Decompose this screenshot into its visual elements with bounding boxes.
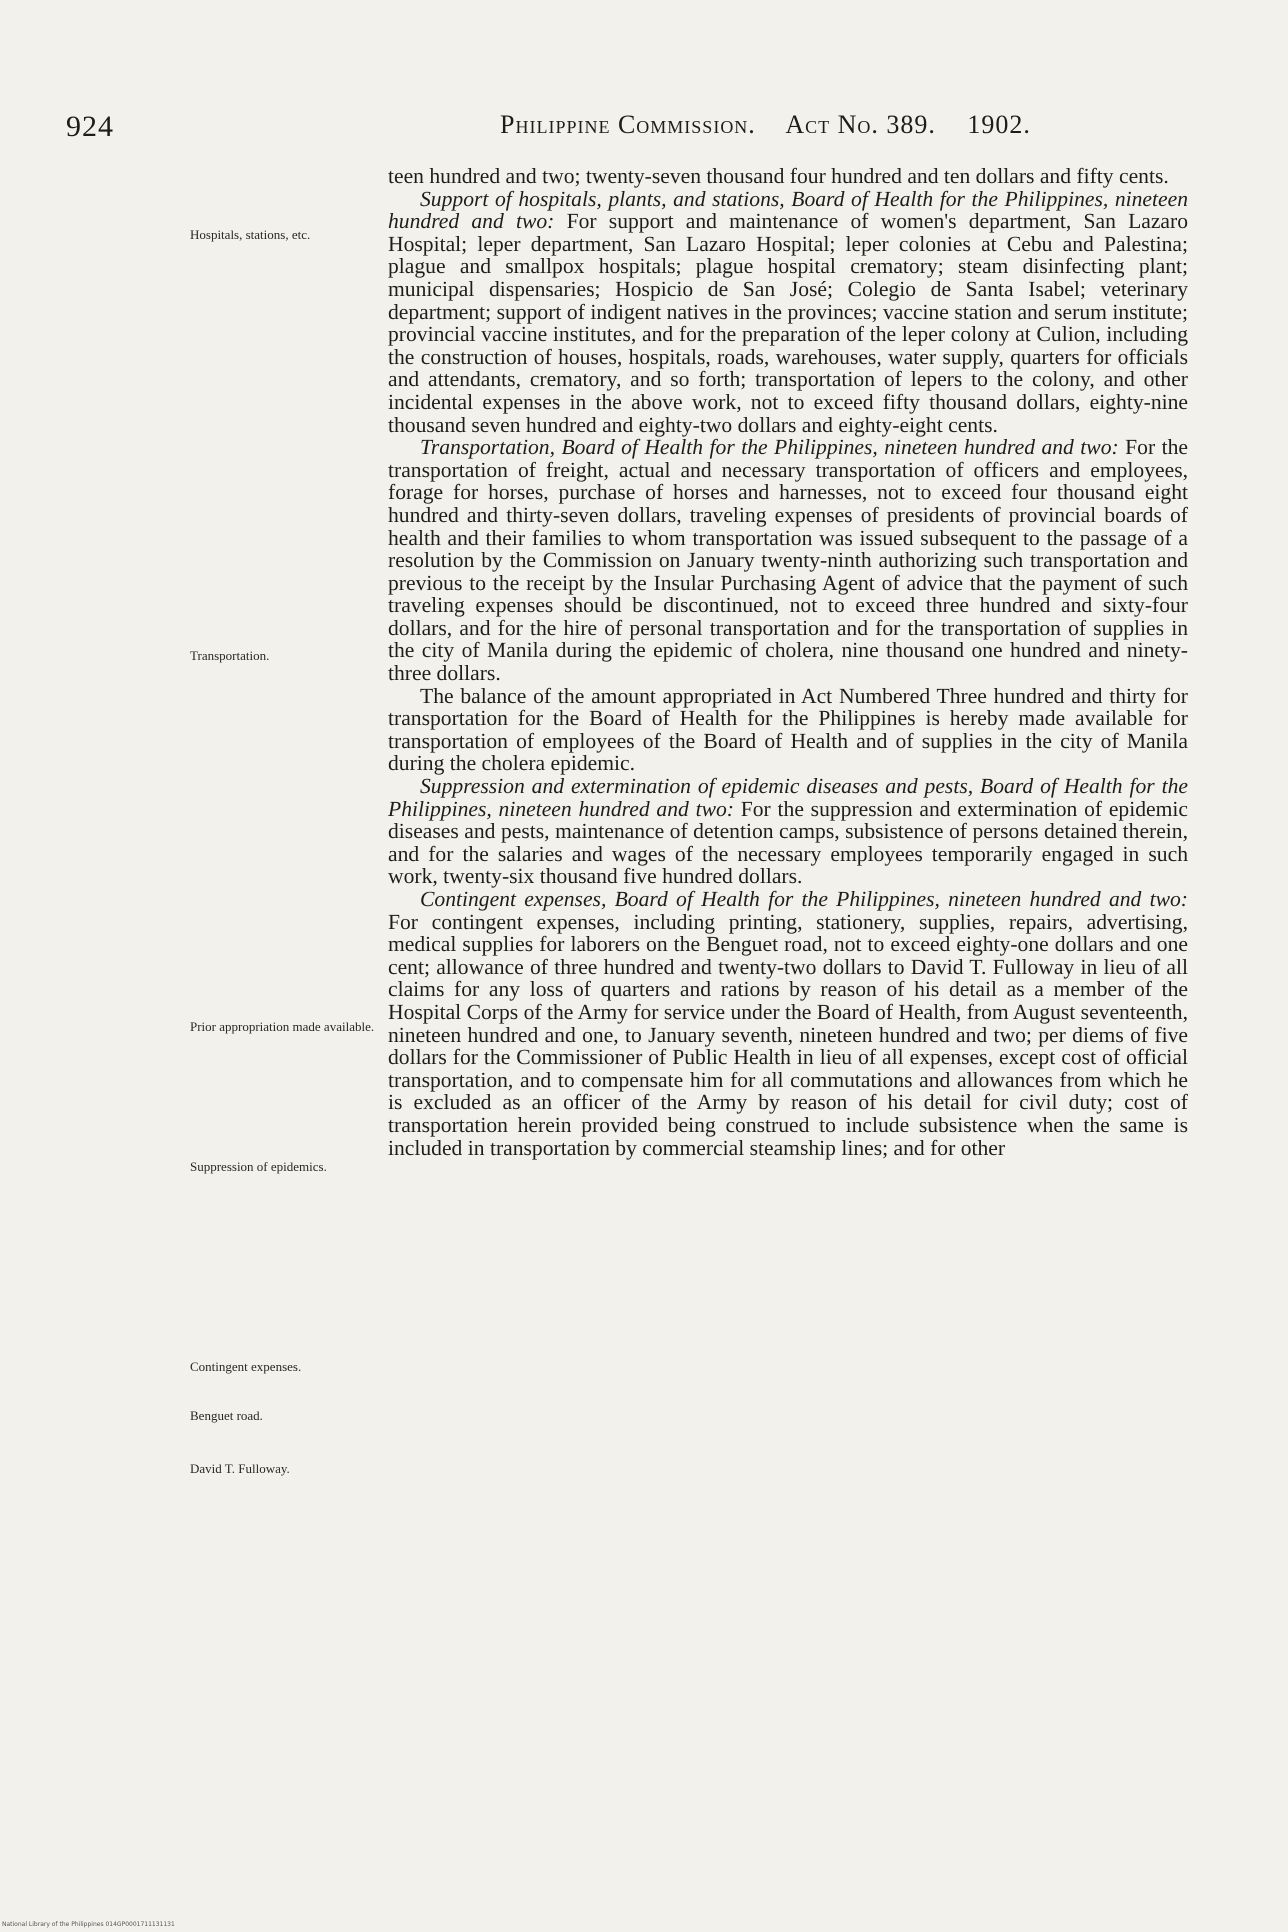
margin-note-suppression: Suppression of epidemics. bbox=[190, 1159, 327, 1174]
paragraph bbox=[388, 888, 1188, 1159]
paragraph-text: For support and maintenance of women's department, San Lazaro Hospital; leper department, San Lazaro Hospital; leper colonies at Cebu and Palestina; plague and smallpox hospitals; plague hospital crematory; steam disinfecting plant; municipal dispensaries; Hospicio de San José; Colegio de Santa Isabel; veterinary department; support of indigent natives in the provinces; vaccine station and serum institute; provincial vaccine institutes, and for the preparation of the leper colony at Culion, including the construction of houses, hospitals, roads, warehouses, water supply, quarters for officials and attendants, crematory, and so forth; transportation of lepers to the colony, and other incidental expenses in the above work, not to exceed fifty thousand dollars, eighty-nine thousand seven hundred and eighty-two dollars and eighty-eight cents. bbox=[388, 209, 1188, 437]
footer-credit: National Library of the Philippines 014GP0001711131131 bbox=[2, 1921, 175, 1928]
paragraph-text: For the transportation of freight, actual and necessary transportation of officers and employees, forage for horses, purchase of horses and harnesses, not to exceed four thousand eight hundred and thirty-seven dollars, traveling expenses of presidents of provincial boards of health and their families to whom transportation was issued subsequent to the passage of a resolution by the Commission on January twenty-ninth authorizing such transportation and previous to the receipt by the Insular Purchasing Agent of advice that the payment of such traveling expenses should be discontinued, not to exceed three hundred and sixty-four dollars, and for the hire of personal transportation and for the transportation of supplies in the city of Manila during the epidemic of cholera, nine thousand one hundred and ninety-three dollars. bbox=[388, 435, 1188, 686]
paragraph-text: The balance of the amount appropriated in Act Numbered Three hundred and thirty for transportation for the Board of Health for the Philippines is hereby made available for transportation of employees of the Board of Health and of supplies in the city of Manila during the cholera epidemic. bbox=[388, 683, 1188, 776]
paragraph bbox=[388, 188, 1188, 437]
paragraph bbox=[388, 775, 1188, 888]
paragraph-heading: Transportation, Board of Health for the Philippines, nineteen hundred and two: bbox=[420, 435, 1119, 460]
paragraph bbox=[388, 436, 1188, 685]
paragraph-text: For contingent expenses, including printing, stationery, supplies, repairs, advertising, medical supplies for laborers on the Benguet road, not to exceed eighty-one dollars and one cent; allowance of three hundred and twenty-two dollars to David T. Fulloway in lieu of all claims for any loss of quarters and rations by reason of his detail as a member of the Hospital Corps of the Army for service under the Board of Health, from August seventeenth, nineteen hundred and one, to January seventh, nineteen hundred and two; per diems of five dollars for the Commissioner of Public Health in lieu of all expenses, except cost of official transportation, and to compensate him for all commutations and allowances from which he is excluded as an officer of the Army by reason of his detail for civil duty; cost of transportation herein provided being construed to include subsistence when the same is included in transportation by commercial steamship lines; and for other bbox=[388, 909, 1188, 1160]
margin-note-hospitals: Hospitals, stations, etc. bbox=[190, 227, 311, 242]
paragraph bbox=[388, 165, 1188, 188]
act-year: 1902. bbox=[967, 110, 1031, 139]
margin-note-transportation: Transportation. bbox=[190, 648, 270, 663]
paragraph-heading: Contingent expenses, Board of Health for the Philippines, nineteen hundred and two: bbox=[420, 887, 1188, 911]
act-number: Act No. 389. bbox=[785, 110, 936, 139]
paragraph-text: For the suppression and extermination of epidemic diseases and pests, maintenance of detention camps, subsistence of persons detained therein, and for the salaries and wages of the necessary employees temporarily engaged in such work, twenty-six thousand five hundred dollars. bbox=[388, 796, 1188, 889]
paragraph-heading: Suppression and extermination of epidemic diseases and pests, Board of Health for the Philippines, nineteen hundred and two: bbox=[388, 774, 1188, 821]
margin-note-prior-appropriation: Prior appropriation made available. bbox=[190, 1019, 375, 1034]
paragraph-heading: Support of hospitals, plants, and stations, Board of Health for the Philippines, nineteen hundred and two: bbox=[388, 186, 1188, 234]
running-title: Philippine Commission. bbox=[500, 110, 756, 139]
margin-note-fulloway: David T. Fulloway. bbox=[190, 1461, 290, 1476]
body-text bbox=[388, 165, 1188, 1159]
paragraph-text: teen hundred and two; twenty-seven thousand four hundred and ten dollars and fifty cents. bbox=[388, 164, 1169, 188]
margin-note-contingent: Contingent expenses. bbox=[190, 1359, 302, 1374]
running-head bbox=[500, 110, 1031, 140]
page-number: 924 bbox=[66, 110, 114, 143]
margin-note-benguet-road: Benguet road. bbox=[190, 1408, 263, 1423]
paragraph bbox=[388, 685, 1188, 775]
